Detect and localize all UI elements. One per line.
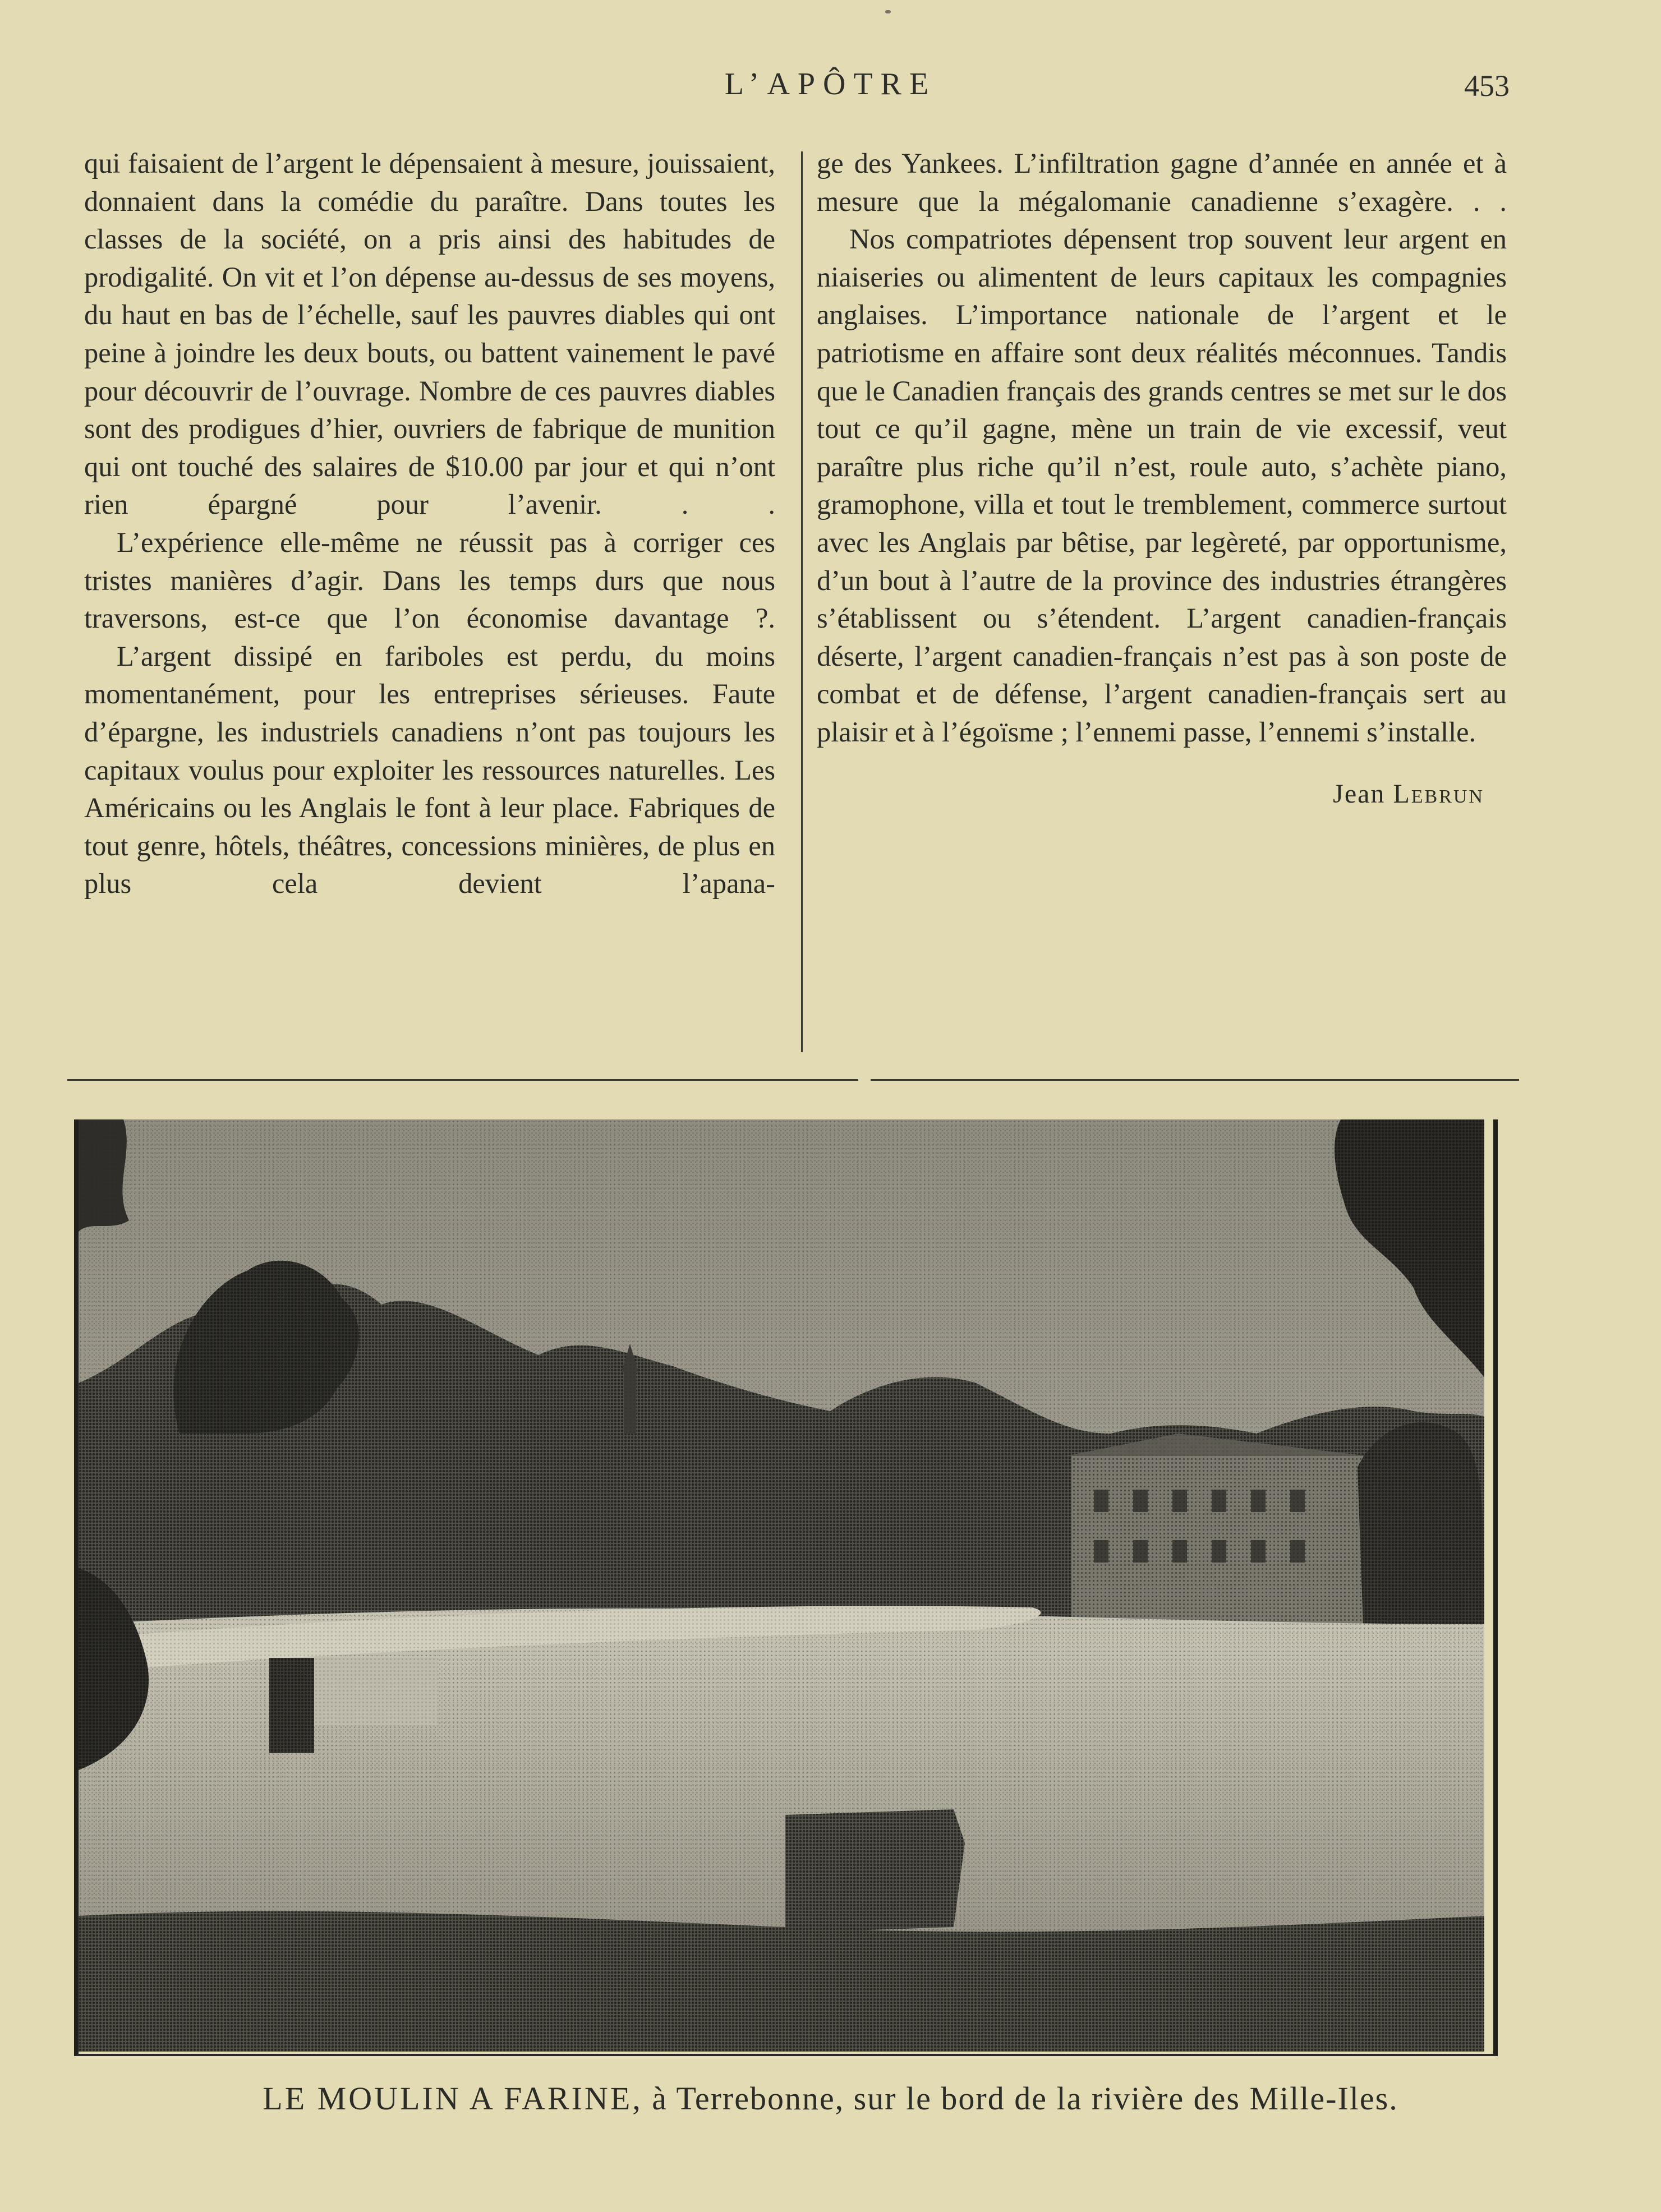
- left-paragraph-2: L’expérience elle-même ne réussit pas à corriger ces tristes manières d’agir. Dans les temps durs que nous traversons, est-ce que l’on économise davantage ?.: [84, 526, 775, 634]
- right-paragraph-2: Nos compatriotes dépensent trop souvent leur argent en niaiseries ou alimentent de leurs capitaux les compagnies anglaises. L’importance nationale de l’argent et le patriotisme en affaire sont deux réalités méconnues. Tandis que le Canadien français des grands centres se met sur le dos tout ce qu’il gagne, mène un train de vie excessif, veut paraître plus riche qu’il n’est, roule auto, s’achète piano, gramophone, villa et tout le tremblement, commerce surtout avec les Anglais par bêtise, par legèreté, par opportunisme, d’un bout à l’autre de la province des industries étrangères s’établissent ou s’étendent. L’argent canadien-français déserte, l’argent canadien-français n’est pas à son poste de combat et de défense, l’argent canadien-français sert au plaisir et à l’égoïsme ; l’ennemi passe, l’ennemi s’installe.: [817, 223, 1507, 748]
- caption-text: à Terrebonne, sur le bord de la rivière des Mille-Iles.: [642, 2080, 1398, 2117]
- column-divider: [801, 151, 803, 1052]
- section-rule-left: [67, 1079, 858, 1081]
- caption-title: LE MOULIN A FARINE,: [263, 2080, 643, 2117]
- right-paragraph-1: ge des Yankees. L’infiltration gagne d’année en année et à mesure que la mégalomanie canadienne s’exagère. . .: [817, 148, 1507, 217]
- halftone-photo-illustration: [79, 1119, 1484, 2052]
- author-signature: [817, 775, 1507, 813]
- photo-caption: [0, 2080, 1661, 2117]
- page-number: 453: [1464, 69, 1510, 103]
- right-column: [817, 145, 1507, 813]
- left-paragraph-1: qui faisaient de l’argent le dépensaient à mesure, jouissaient, donnaient dans la comédie du paraître. Dans toutes les classes de la société, on a pris ainsi des habitudes de prodigalité. On vit et l’on dépense au-dessus de ses moyens, du haut en bas de l’échelle, sauf les pauvres diables qui ont peine à joindre les deux bouts, ou battent vainement le pavé pour découvrir de l’ouvrage. Nombre de ces pauvres diables sont des prodigues d’hier, ouvriers de fabrique de munition qui ont touché des salaires de $10.00 par jour et qui n’ont rien épargné pour l’avenir. . .: [84, 148, 775, 520]
- print-speck: [885, 10, 891, 13]
- section-rule-right: [871, 1079, 1519, 1081]
- left-paragraph-3: L’argent dissipé en fariboles est perdu, du moins momentanément, pour les entreprises sérieuses. Faute d’épargne, les industriels canadiens n’ont pas toujours les capitaux voulus pour exploiter les ressources naturelles. Les Américains ou les Anglais le font à leur place. Fabriques de tout genre, hôtels, théâtres, concessions minières, de plus en plus cela devient l’apana-: [84, 640, 775, 900]
- mill-photograph: [74, 1119, 1498, 2056]
- running-title: L’APÔTRE: [724, 67, 937, 102]
- author-first-name: Jean: [1333, 778, 1393, 809]
- author-last-name: Lebrun: [1393, 778, 1484, 809]
- left-column: [84, 145, 775, 903]
